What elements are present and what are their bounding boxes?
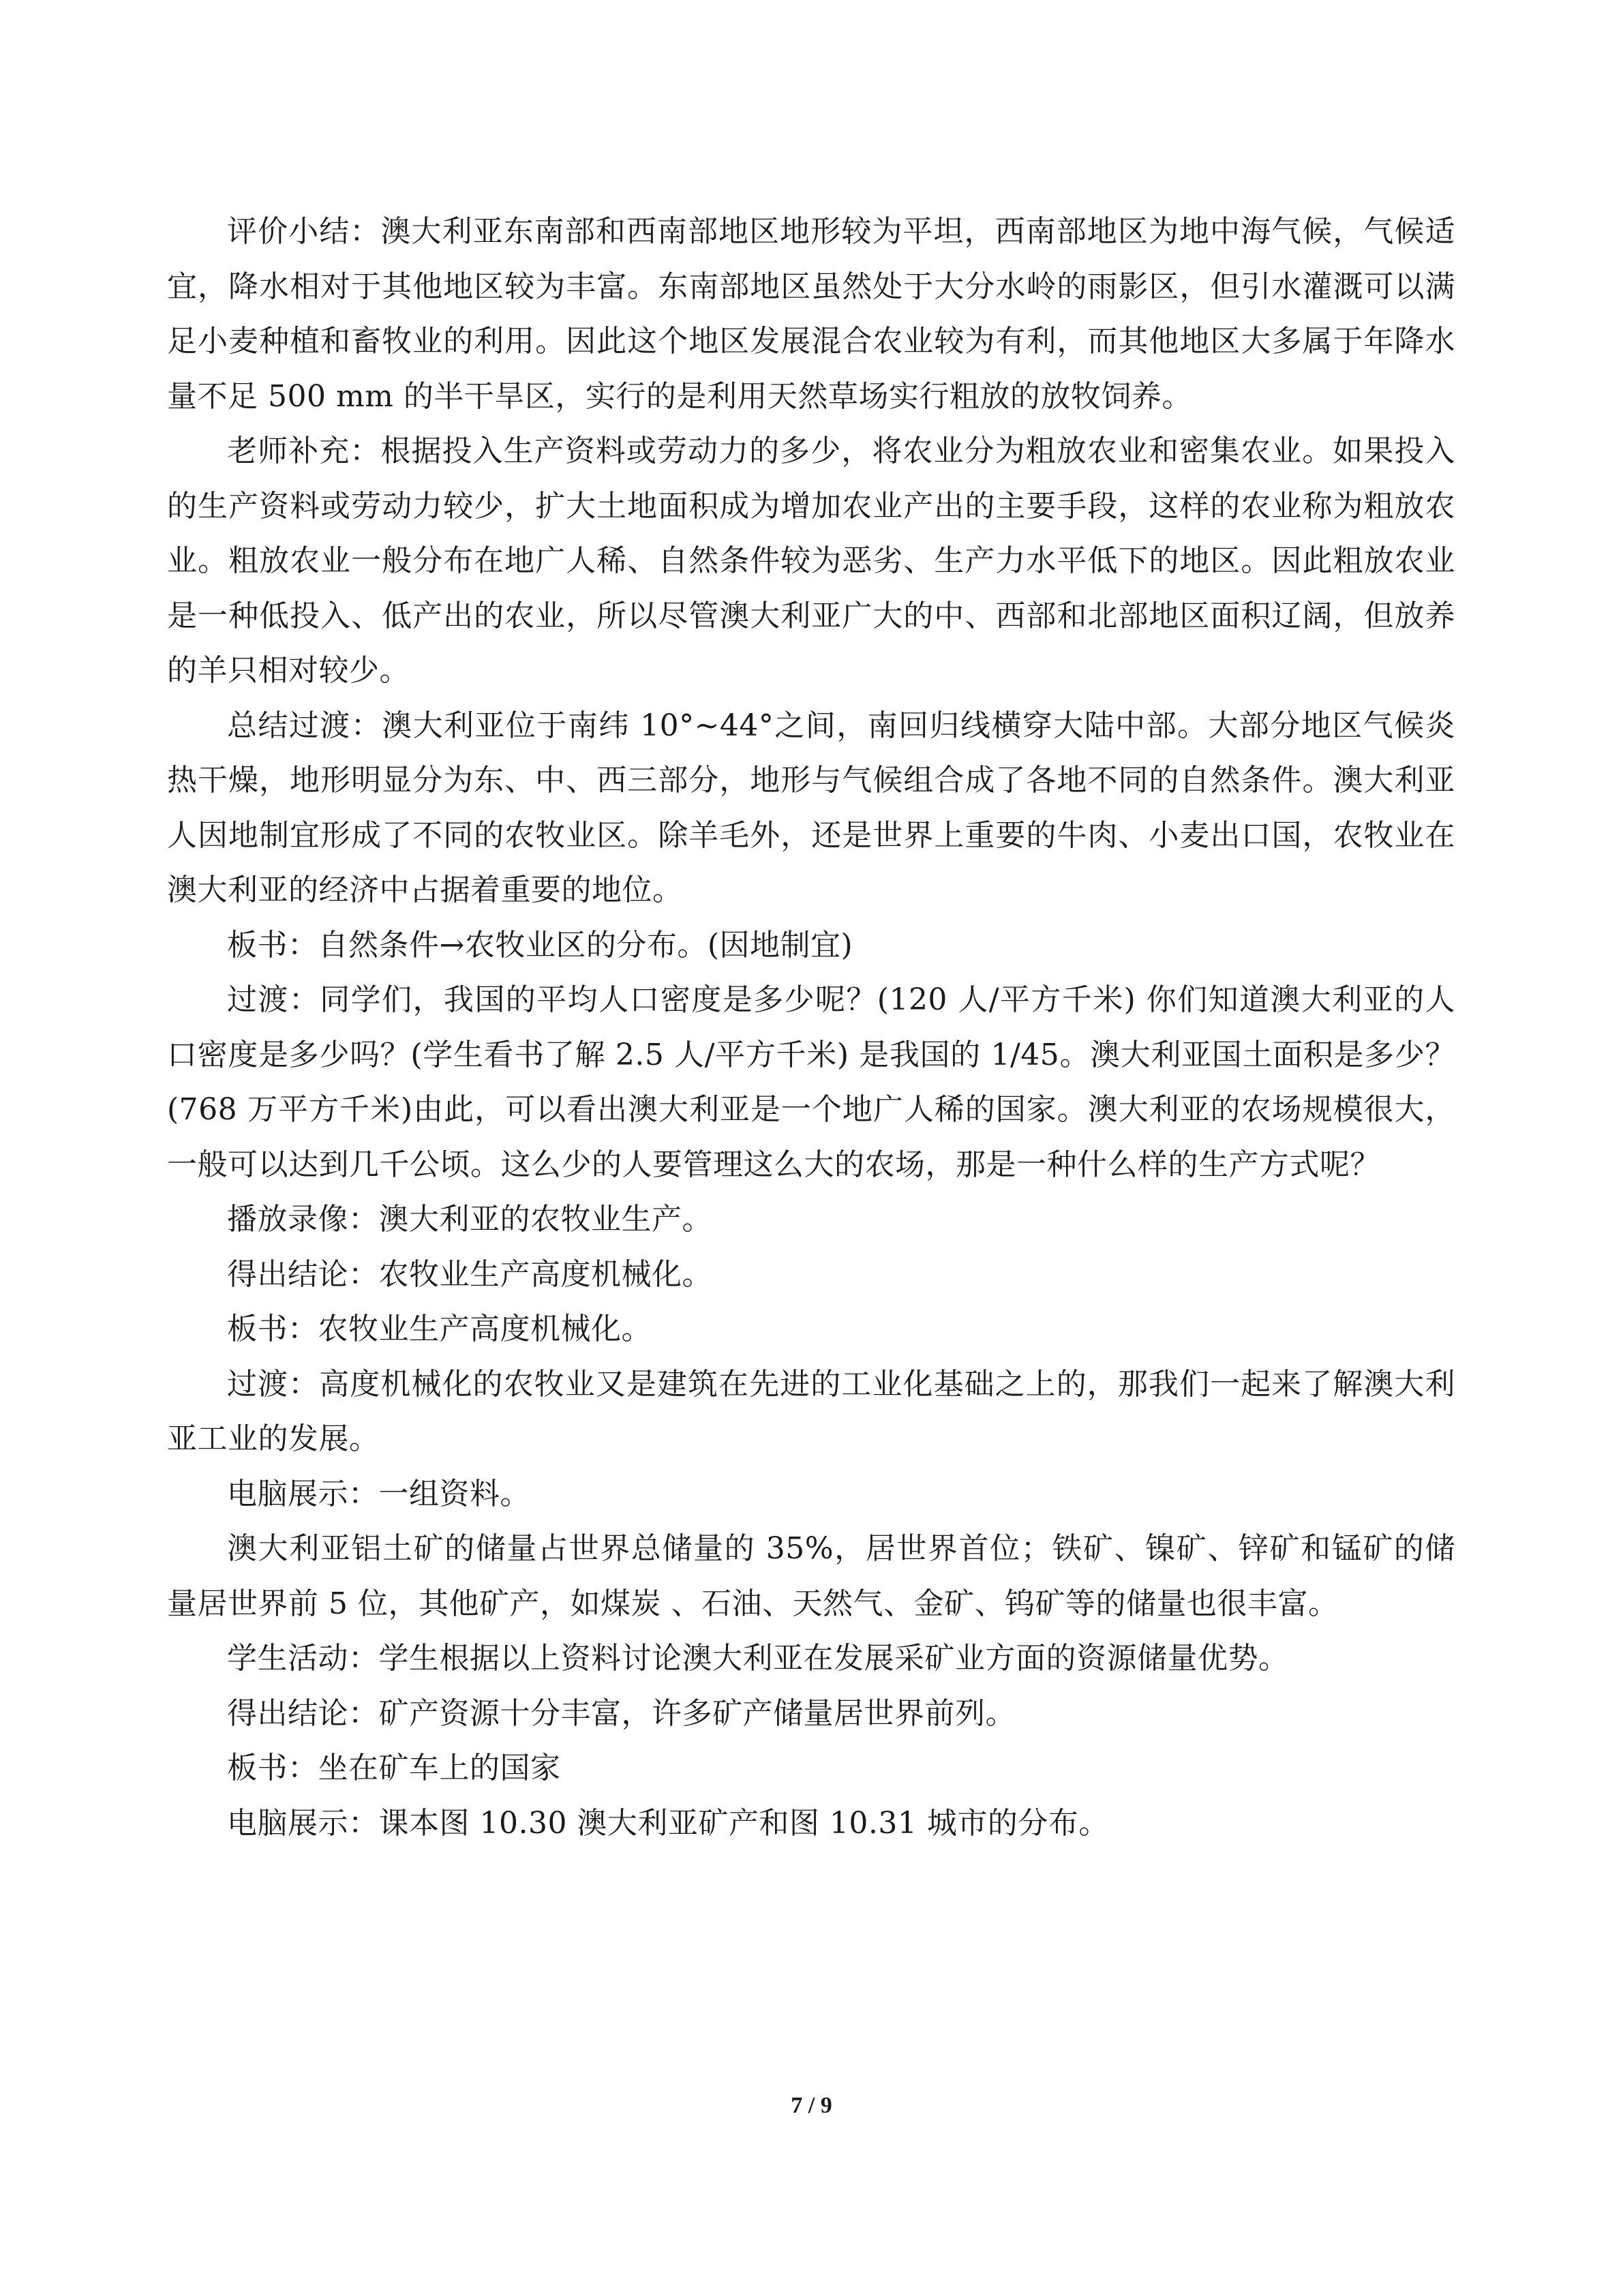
paragraph-blackboard-mechanization: 板书：农牧业生产高度机械化。 <box>227 1312 652 1346</box>
paragraph-conclusion-minerals: 得出结论：矿产资源十分丰富，许多矿产储量居世界前列。 <box>227 1695 1016 1731</box>
paragraph-student-activity: 学生活动：学生根据以上资料讨论澳大利亚在发展采矿业方面的资源储量优势。 <box>227 1641 1289 1676</box>
paragraph-evaluation-summary: 评价小结：澳大利亚东南部和西南部地区地形较为平坦，西南部地区为地中海气候，气候适宜，降水相对于其他地区较为丰富。东南部地区虽然处于大分水岭的雨影区，但引水灌溉可以满足小麦种植和畜牧业的利用。因此这个地区发展混合农业较为有利，而其他地区大多属于年降水量不足 500 mm 的半干旱区，实行的是利用天然草场实行粗放的放牧饲养。 <box>167 214 1455 414</box>
paragraph-mineral-reserves: 澳大利亚铝土矿的储量占世界总储量的 35%，居世界首位；铁矿、镍矿、锌矿和锰矿的储量居世界前 5 位，其他矿产，如煤炭 、石油、天然气、金矿、钨矿等的储量也很丰富。 <box>167 1531 1455 1621</box>
page-number: 7 / 9 <box>791 2093 832 2118</box>
document-body <box>167 205 1455 1851</box>
paragraph-blackboard-natural-conditions: 板书：自然条件→农牧业区的分布。(因地制宜) <box>227 927 853 963</box>
paragraph-conclusion-mechanization: 得出结论：农牧业生产高度机械化。 <box>227 1256 712 1292</box>
paragraph-play-video: 播放录像：澳大利亚的农牧业生产。 <box>227 1202 712 1237</box>
paragraph-transition-industry: 过渡：高度机械化的农牧业又是建筑在先进的工业化基础之上的，那我们一起来了解澳大利亚工业的发展。 <box>167 1366 1455 1456</box>
paragraph-blackboard-mine-cart: 板书：坐在矿车上的国家 <box>227 1751 561 1785</box>
paragraph-summary-transition: 总结过渡：澳大利亚位于南纬 10°~44°之间，南回归线横穿大陆中部。大部分地区气候炎热干燥，地形明显分为东、中、西三部分，地形与气候组合成了各地不同的自然条件。澳大利亚人因地制宜形成了不同的农牧业区。除羊毛外，还是世界上重要的牛肉、小麦出口国，农牧业在澳大利亚的经济中占据着重要的地位。 <box>167 708 1455 907</box>
paragraph-computer-display-maps: 电脑展示：课本图 10.30 澳大利亚矿产和图 10.31 城市的分布。 <box>227 1805 1109 1841</box>
paragraph-transition-population-density: 过渡：同学们，我国的平均人口密度是多少呢？(120 人/平方千米) 你们知道澳大利亚的人口密度是多少吗？(学生看书了解 2.5 人/平方千米) 是我国的 1/45。澳大利亚国土面积是多少？(768 万平方千米)由此，可以看出澳大利亚是一个地广人稀的国家。澳大利亚的农场规模很大，一般可以达到几千公顷。这么少的人要管理这么大的农场，那是一种什么样的生产方式呢？ <box>167 982 1455 1182</box>
paragraph-teacher-supplement: 老师补充：根据投入生产资料或劳动力的多少，将农业分为粗放农业和密集农业。如果投入的生产资料或劳动力较少，扩大土地面积成为增加农业产出的主要手段，这样的农业称为粗放农业。粗放农业一般分布在地广人稀、自然条件较为恶劣、生产力水平低下的地区。因此粗放农业是一种低投入、低产出的农业，所以尽管澳大利亚广大的中、西部和北部地区面积辽阔，但放养的羊只相对较少。 <box>167 434 1455 688</box>
paragraph-computer-display-data: 电脑展示：一组资料。 <box>227 1476 530 1511</box>
